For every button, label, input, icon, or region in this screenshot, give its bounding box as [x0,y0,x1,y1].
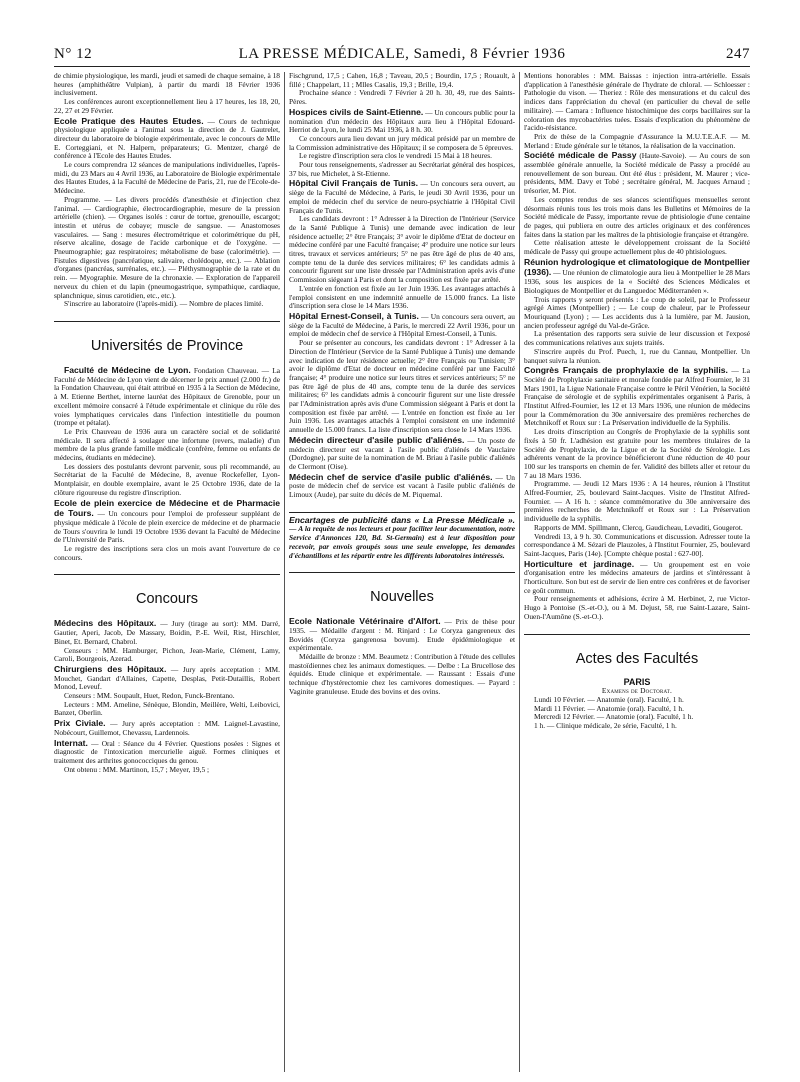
paragraph: Le cours comprendra 12 séances de manipulations individuelles, l'après-midi, du 23 Mars au 4 Avril 1936, au Laboratoire de Biologie expérimentale des Hautes Etudes, à la Faculté de Médecine de Paris, 21, rue de l'Ecole-de-Médecine. [54,160,280,196]
item-heading: Hôpital Civil Français de Tunis. [289,178,418,189]
section-rule [289,572,515,575]
item-text: Fondation Chauveau. — La Faculté de Médecine de Lyon vient de décerner le prix annuel (2.000 fr.) de la Fondation Chauveau, qui était attribué en 1935 à la Section de Médecine, à M. Etienne Berthet, interne lauréat des Hôpitaux de Grenoble, pour un excellent mémoire consacré à l'étude expérimentale et clinique du rôle des voies lymphatiques cervicales dans l'infection intestitielle du poumon (trompe et pétalat). [54,365,280,428]
item-heading: Chirurgiens des Hôpitaux. [54,663,167,674]
news-item [289,107,515,135]
section-title: Concours [135,591,199,608]
section-rule [524,634,750,637]
item-heading: Ecole Nationale Vétérinaire d'Alfort. [289,616,441,627]
item-place: (Haute-Savoie). [639,151,687,161]
item-heading: Prix Civiale. [54,718,106,729]
notice-box [289,515,515,561]
exam-line: Lundi 10 Février. — Anatomie (oral). Faculté, 1 h. [534,695,684,704]
item-text: — Un concours public pour la nomination d'un médecin des Hôpitaux aura lieu à l'Hôpital Edouard-Herriot de Lyon, le lundi 25 Mai 1936, à 8 h. 30. [289,107,515,135]
news-item [54,116,280,162]
column-right [524,72,750,1074]
item-heading: Congrès Français de prophylaxie de la syphilis. [524,365,728,376]
column-divider [519,72,520,1072]
page-number: 247 [726,46,750,62]
paragraph: Pour tous renseignements, s'adresser au Secrétariat général des hospices, 37 bis, rue Michelet, à St-Etienne. [289,160,515,178]
paragraph: Mentions honorables : MM. Baissas : injection intra-artérielle. Essais d'application à l'anesthésie générale de l'hydrate de chloral. — Schloesser : Pathologie du vison. — Theriez : Rôle des mensurations et du calcul des indices dans l'appréciation du cheval (en particulier du cheval de selle militaire). — Camara : Influence histochimique des corps bacillaires sur la coloration des mycobactéries tuées. Essais d'explication du phénomène de l'acido-résistance. [524,72,750,133]
item-text: — Oral : Séance du 4 Février. Questions posées : Signes et diagnostic de l'intoxication mercurielle aiguë. Formes cliniques et traitement des arthrites gonococciques du genou. [54,738,280,765]
running-header [54,42,750,66]
item-text: — A la requête de nos lecteurs et pour faciliter leur documentation, notre Service d'Annonces 120, Bd. St-Germain) est à leur disposition pour recevoir, par envois groupés sous une seule enveloppe, les demandes d'échantillons et les répartir entre les différents laboratoires intéressés. [289,524,515,560]
item-text: — Un concours sera ouvert, au siège de la Faculté de Médecine, à Paris, le jeudi 30 Avril 1936, pour un emploi de médecin chef du service de neuro-psychiatrie à l'Hôpital Civil Français de Tunis. [289,179,515,215]
paragraph: Pour se présenter au concours, les candidats devront : 1° Adresser à la Direction de l'Intérieur (Service de la Santé Publique à Tunis) une demande avec indication de leur résidence actuelle; 2° être Français ou Tunisien; 3° avoir le diplôme d'Etat de docteur en médecine conféré par une Faculté française; 4° produire une notice sur leurs titres et services antérieurs; 5° ne pas être âgé de plus de 40 ans, compte tenu de la durée des services militaires; 6° les candidats admis à concourir figurent sur une liste dressée par l'Administration après avis d'une Commission siégeant à Paris et dont la composition est fixée par arrêté. — L'entrée en fonction est fixée au 1er Juin 1936. Les avantages attachés à l'emploi consistent en une indemnité annuelle de 15.000 francs. La liste d'inscription sera close le 14 Mars 1936. [289,338,515,435]
news-item [54,738,280,766]
item-text: — Un concours pour l'emploi de professeur suppléant de physique médicale à l'école de plein exercice de médecine et de pharmacie de Tours s'ouvrira le lundi 19 Octobre 1936 devant la Faculté de Médecine de l'Université de Paris. [54,509,280,545]
journal-title: LA PRESSE MÉDICALE, Samedi, 8 Février 1936 [238,46,566,62]
item-heading: Réunion hydrologique et climatologique de Montpellier (1936). [524,256,750,278]
issue-number: N° 12 [54,46,93,62]
item-text: — Au cours de son assemblée générale annuelle, la Société médicale de Passy a procédé au renouvellement de son bureau. Ont été élus : président, M. Maurer ; vice-présidents, MM. Davy et Tobé ; secrétaire général, M. Jacques Arnaud ; trésorier, M. Piot. [524,151,750,196]
paragraph: Les dossiers des postulants devront parvenir, sous pli recommandé, au Secrétariat de la Faculté de Médecine, 8, avenue Rockefeller, Lyon-Montplaisir, en double exemplaire, avant le 25 Octobre 1936, date de la clôture rigoureuse du registre d'inscription. [54,461,280,497]
item-text: — Jury après acceptation : MM. Mouchet, Gandart d'Allaines, Capette, Desplas, Petit-Dutaillis, Robert Monod, Leveuf. [54,664,280,692]
paragraph: Prochaine séance : Vendredi 7 Février à 20 h. 30, 49, rue des Saints-Pères. [289,88,515,107]
item-heading: Faculté de Médecine de Lyon. [64,364,191,375]
section-title: Universités de Province [90,337,244,354]
column-middle [289,72,515,1074]
item-heading: Ecole de plein exercice de Médecine et de Pharmacie de Tours. [54,497,280,519]
item-heading: Ecole Pratique des Hautes Etudes. [54,115,204,126]
paragraph: Programme. — Jeudi 12 Mars 1936 : A 14 heures, réunion à l'Institut Alfred-Fournier, 25, boulevard Saint-Jacques. Visite de l'Institut Alfred-Fournier. — A 16 h. : séance commémorative du 30e anniversaire des premières recherches de Metchnikoff et Roux sur : La Préservation individuelle de la syphilis. [524,479,750,524]
item-heading: Horticulture et jardinage. [524,558,635,569]
paragraph: Rapports de MM. Spillmann, Clercq, Gaudicheau, Levaditi, Gougerot. [534,522,743,532]
item-text: — Jury après acceptation : MM. Laignel-Lavastine, Nobécourt, Guillemot, Chevassu, Lardennois. [54,719,280,737]
paragraph: Médaille de bronze : MM. Beaumetz : Contribution à l'étude des cellules mastoïdiennes chez les animaux domestiques. — Delbe : La Brucellose des équidés. Etude clinique et expérimentale. — Raussant : Essais d'une technique d'hystérectomie chez les carnivores domestiques. — Payard : Vaginite granuleuse. Etude des bovins et des ovins. [289,652,515,696]
news-item [289,435,515,472]
paragraph: Censeurs : MM. Soupault, Huet, Redon, Funck-Brentano. [64,691,235,701]
news-item [289,616,515,653]
paragraph: Ce concours aura lieu devant un jury médical présidé par un membre de la Commission administrative des Hôpitaux; il se composera de 5 épreuves. [289,133,515,152]
news-item [54,718,280,737]
news-item [289,178,515,215]
exam-line: 1 h. — Clinique médicale, 2e série, Faculté, 1 h. [534,721,677,731]
item-text: — Une réunion de climatologie aura lieu à Montpellier le 28 Mars 1936, sous les auspices de la « Société des Sciences Médicales et Biologiques de Montpellier et du Languedoc Méditerranéen ». [524,268,750,295]
item-heading: Médecins des Hôpitaux. [54,618,157,629]
item-heading: Encartages de publicité dans « La Presse Médicale ». [289,514,515,525]
paragraph: Les candidats devront : 1° Adresser à la Direction de l'Intérieur (Service de la Santé Publique à Tunis) une demande avec indication de leur résidence actuelle; 2° être Français; 3° avoir le diplôme d'Etat de docteur en médecine conféré par une Faculté française; 4° produire une notice sur leurs titres, travaux et services antérieurs; 5° ne pas être âgé de plus de 40 ans, compte tenu de la durée des services militaires; 6° les candidats admis à concourir figurent sur une liste dressée par l'Administration après avis d'une Commission siégeant à Paris et dont la composition est fixée par arrêté. [289,214,515,285]
paragraph: La présentation des rapports sera suivie de leur discussion et l'exposé des communications relatives aux sujets traités. [524,329,750,348]
news-item [289,472,515,500]
subsection-title: PARIS [623,676,651,687]
section-rule [54,321,280,324]
paragraph: L'entrée en fonction est fixée au 1er Juin 1936. Les avantages attachés à l'emploi consistent en une indemnité annuelle de 15.000 francs. La liste d'inscription sera close le 14 Mars 1936. [289,283,515,311]
item-text: — Prix de thèse pour 1935. — Médaille d'argent : M. Rinjard : Le Coryza gangreneux des Bovidés (Coryza gangrenosa bovum). Etude épidémiologique et expérimentale. [289,617,515,653]
paragraph: Prix de thèse de la Compagnie d'Assurance la M.U.T.E.A.F. — M. Merland : Etude générale sur le tétanos, la réalisation de la vaccination. [524,131,750,150]
paragraph: Le Prix Chauveau de 1936 aura un caractère social et de solidarité médicale. Il sera affecté à soulager une infortune (revers, maladie) d'un membre de la plus grande famille médicale (confrère, femme ou enfants de médecins, étudiants en médecine). [54,426,280,463]
news-item [289,311,515,339]
paragraph: Vendredi 13, à 9 h. 30. Communications et discussion. Adresser toute la correspondance à M. Sézari de Plauzoles, à l'Institut Fournier, 25, boulevard Saint-Jacques, Paris (14e). [Compte chèque postal : 627-00]. [524,531,750,558]
item-heading: Médecin directeur d'asile public d'aliénés. [289,434,465,445]
news-item [54,618,280,646]
paragraph: S'inscrire auprès du Prof. Puech, 1, rue du Cannau, Montpellier. Un banquet suivra la réunion. [524,346,750,365]
section-rule [54,574,280,577]
paragraph: Fischgrund, 17,5 ; Cahen, 16,8 ; Taveau, 20,5 ; Bourdin, 17,5 ; Rouault, à fillé ; Chappelart, 11 ; Mlles Casalis, 19,3 ; Brille, 19,4. [289,72,515,89]
paragraph: de chimie physiologique, les mardi, jeudi et samedi de chaque semaine, à 18 heures (amphithéâtre Vulpian), à partir du mardi 18 Février 1936 inclusivement. [54,72,280,98]
news-item [524,257,750,296]
column-divider [284,72,285,1072]
section-title: Nouvelles [370,589,434,606]
item-text: — Jury (tirage au sort): MM. Darré, Gautier, Aperi, Jacob, De Massary, Boidin, P.-E. Weil, Rist, Hirschler, Binet, Et. Bernard, Chabrol. [54,619,280,646]
paragraph: Les comptes rendus de ses séances scientifiques mensuelles seront désormais réunis tous les trois mois dans les Bulletins et Mémoires de la Société médicale de Passy, importante revue de phtisiologie d'une centaine de pages, qui publiera en outre des articles originaux et des conférences faites dans la station par les maîtres de la phtisiologie française et étrangère. [524,194,750,239]
paragraph: Lecteurs : MM. Ameline, Sénèque, Blondin, Meillère, Welti, Leibovici, Banzet, Oberlin. [54,699,280,718]
paragraph: Le registre des inscriptions sera clos un mois avant l'ouverture de ce concours. [54,544,280,562]
item-heading: Société médicale de Passy [524,150,637,161]
paragraph: Les droits d'inscription au Congrès de Prophylaxie de la syphilis sont fixés à 50 fr. L'adhésion est gratuite pour les membres titulaires de la Société de Prophylaxie, de la Ligue et de la Société de Sérologie. Les adhérents venant de la province bénéficieront d'une réduction de 40 pour 100 sur les transports en chemin de fer. Validité des billets aller et retour du 7 au 18 Mars 1936. [524,427,750,480]
column-left [54,72,280,1074]
item-text: — La Société de Prophylaxie sanitaire et morale fondée par Alfred Fournier, le 31 Mars 1901, la Ligue Nationale Française contre le Péril Vénérien, la Société Française de sérologie et de syphilis expérimentales organisent à Paris, à l'Institut Alfred-Fournier, les 12 et 13 Mars 1936, une réunion de médecins pour la Commémoration du 30e anniversaire des premières recherches de Metchnikoff et Roux sur : La Préservation individuelle de la Syphilis. [524,366,750,428]
news-item [524,150,750,196]
paragraph: Le registre d'inscription sera clos le vendredi 15 Mai à 18 heures. [299,151,493,161]
paragraph: Censeurs : MM. Hamburger, Pichon, Jean-Marie, Clément, Lamy, Caroli, Bourgeois, Azerad. [54,645,280,664]
item-text: — Cours de technique physiologique appliquée a l'animal sous la direction de J. Gautrelet, directeur du laboratoire de biologie expérimentale, avec le concours de Mlle E. Corteggiani, et N. Halpern, préparateurs; G. Mentzer, chargé de conférence à l'Ecole des Hautes Etudes. [54,116,280,161]
paragraph: S'inscrire au laboratoire (l'après-midi). — Nombre de places limité. [64,299,264,309]
paragraph: Ont obtenu : MM. Martinon, 15,7 ; Meyer, 19,5 ; [64,764,210,774]
exam-line: Mardi 11 Février. — Anatomie (oral). Faculté, 1 h. [534,703,684,713]
paragraph: Pour renseignements et adhésions, écrire à M. Herbinet, 2, rue Victor-Hugo à Pontoise (S.-et-O.), ou à M. Dejust, 58, rue Saint-Lazare, Saint-Ouen-l'Aumône (S.-et-O.). [524,594,750,621]
item-text: — Un groupement est en voie d'organisation entre les médecins amateurs de jardins et s'intéressant à l'horticulture. Son but est de servir de lien entre ces confrères et de favoriser ce goût commun. [524,559,750,595]
news-item [54,498,280,546]
header-rule [54,66,750,67]
news-item [524,559,750,596]
section-title: Actes des Facultés [575,650,699,667]
paragraph: Cette réalisation atteste le développement croissant de la Société médicale de Passy qui groupe actuellement plus de 40 phtisiologues. [524,238,750,257]
exam-heading: Examens de Doctorat. [601,686,673,696]
news-item [524,365,750,428]
paragraph: Programme. — Les divers procédés d'anesthésie et d'injection chez l'animal. — Cardiographie, électrocardiographie, mesure de la pression artérielle (chien). — Organes isolés : cœur de tortue, grenouille, escargot; intestin et utérus de cobaye; muscle de sangsue. — Anastomoses vasculaires. — Sang : mesures électrométrique et colorimétrique du pH, réserve alcaline, dosage de l'acide carbonique et de l'oxygène. — Pneumographie; gaz respiratoires; métabolisme de base (calorimétrie). — Fistules digestives (pancréatique, salivaire, cholédoque, etc.). — Ablation d'organes (pancréas, surrénales, etc.). — Pléthysmographie de la rate et du rein. — Myographie. Mesure de la chronaxie. — Exploration de l'appareil nerveux du chien et du lapin (pneumogastrique, sympathique, cardiaque, splanchnique, sinus carotidien, etc., etc.). [54,194,280,300]
item-text: — Un poste de médecin chef de service est vacant à l'asile public d'aliénés de Limoux (Aude), par suite du décès de M. Piquemal. [289,472,515,500]
item-text: — Un poste de médecin directeur est vacant à l'asile public d'aliénés de Vauclaire (Dordogne), par suite de la nomination de M. Briau à l'asile public d'aliénés de Clermont (Oise). [289,435,515,471]
item-heading: Hospices civils de Saint-Etienne. [289,106,424,117]
item-heading: Hôpital Ernest-Conseil, à Tunis. [289,310,419,321]
news-item [54,664,280,692]
exam-line: Mercredi 12 Février. — Anatomie (oral). Faculté, 1 h. [534,712,694,722]
paragraph: Les conférences auront exceptionnellement lieu à 17 heures, les 18, 20, 22, 27 et 29 Février. [54,97,280,115]
news-item [54,365,280,428]
paragraph: Trois rapports y seront présentés : Le coup de soleil, par le Professeur agrégé Aimes (Montpellier) ; — Le coup de chaleur, par le Professeur Mouriquand (Lyon) ; — Les accidents dus à la lumière, par M. Jausion, ancien professeur agrégé du Val-de-Grâce. [524,294,750,330]
item-heading: Médecin chef de service d'asile public d'aliénés. [289,471,493,482]
item-text: — Un concours sera ouvert, au siège de la Faculté de Médecine, à Paris, le mercredi 22 Avril 1936, pour un emploi de médecin chef de service à l'Hôpital Ernest-Conseil, à Tunis. [289,311,515,339]
item-heading: Internat. [54,737,88,748]
